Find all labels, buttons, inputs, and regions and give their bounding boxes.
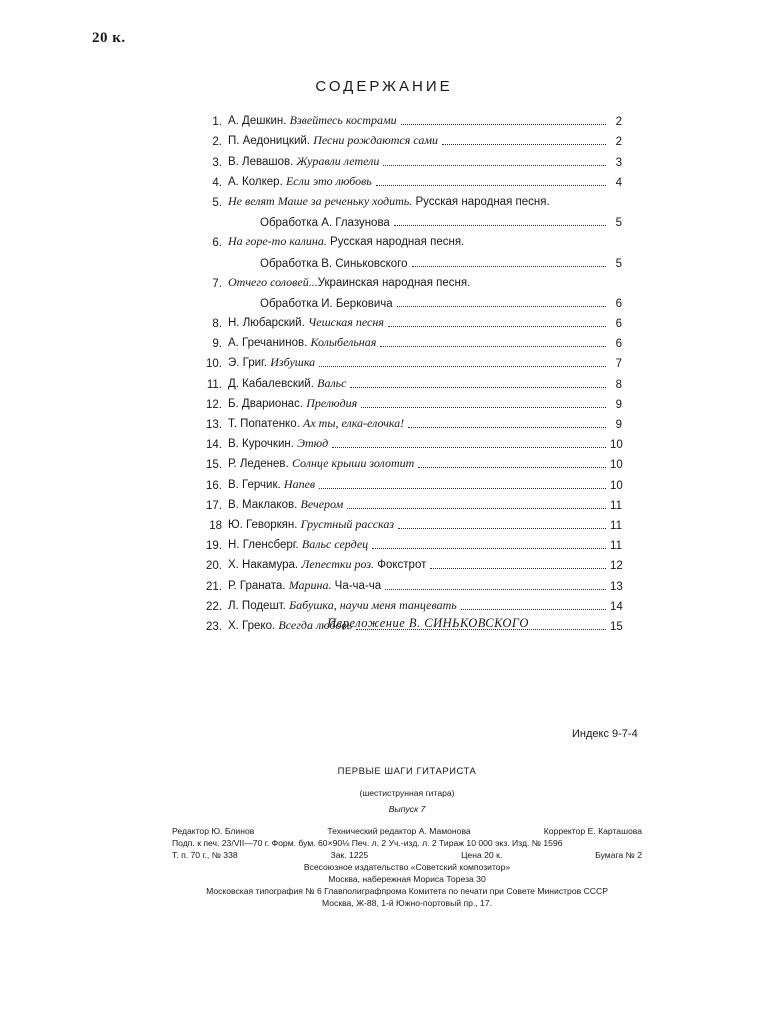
toc-entry-text [228,275,470,290]
toc-entry-text [228,355,315,370]
toc-row [196,492,622,512]
toc-number: 6. [212,237,222,250]
toc-author: Д. Кабалевский. [228,377,318,390]
toc-page-number: 12 [610,560,623,573]
toc-title: Марина. [288,577,332,592]
toc-page-number: 6 [615,338,622,351]
toc-row [196,330,622,350]
toc-page-number: 11 [610,519,622,532]
toc-title: Этюд [297,436,329,451]
toc-title: Журавли летели [296,153,380,168]
dot-leader [347,508,606,509]
dot-leader [418,467,606,468]
toc-number: 15. [206,459,222,472]
arranger-credit: Переложение В. СИНЬКОВСКОГО [327,616,529,630]
toc-entry-text [228,174,372,189]
toc-entry-text [228,456,414,471]
toc-row [196,270,622,290]
catalog-index: Индекс 9-7-4 [572,728,638,740]
toc-row [196,189,622,209]
toc-number: 4. [212,176,222,189]
toc-author: Обработка А. Глазунова [260,217,390,230]
dot-leader [394,225,606,226]
toc-number: 5. [212,196,222,209]
toc-genre: Фокстрот [374,559,427,572]
toc-row [196,593,622,613]
toc-page-number: 10 [610,479,623,492]
toc-page-number: 5 [615,217,622,230]
toc-title: Грустный рассказ [300,516,395,531]
publisher-address: Москва, набережная Мориса Тореза 30 [328,874,486,884]
toc-row [196,310,622,330]
editor: Редактор Ю. Блинов [172,826,255,836]
toc-page-number: 6 [615,297,622,310]
dot-leader [385,589,606,590]
toc-entry-text [228,416,404,431]
toc-number: 1. [212,116,222,129]
toc-page-number: 11 [610,540,622,553]
toc-author: Л. Подешт. [228,599,290,612]
dot-leader [412,266,606,267]
toc-row [196,370,622,390]
toc-row [196,108,622,128]
toc-author: Н. Любарский. [228,317,309,330]
toc-page-number: 5 [615,257,622,270]
toc-number: 19. [206,540,222,553]
printer-name: Московская типография № 6 Главполиграфпрома Комитета по печати при Совете Министров СССР [206,886,608,896]
toc-entry-text [228,436,328,451]
dot-leader [430,568,606,569]
toc-number: 21. [206,580,222,593]
toc-title: Лепестки роз. [301,557,375,572]
toc-number: 18 [209,519,222,532]
toc-author: А. Колкер. [228,175,286,188]
toc-page-number: 6 [615,318,622,331]
toc-entry-text [228,234,464,249]
toc-title: Напев [283,476,316,491]
toc-entry-text [228,557,426,572]
print-plan: Т. п. 70 г., № 338 [172,850,238,860]
toc-genre: Ча-ча-ча [331,579,382,592]
page-title: СОДЕРЖАНИЕ [315,78,453,95]
toc-number: 22. [206,600,222,613]
toc-row [196,148,622,168]
toc-row [196,229,622,249]
toc-number: 12. [206,398,222,411]
toc-author: Б. Дварионас. [228,397,307,410]
dot-leader [398,528,606,529]
toc-author: Обработка И. Берковича [260,297,393,310]
toc-page-number: 13 [610,580,623,593]
toc-entry-text [260,217,390,229]
toc-number: 9. [212,338,222,351]
toc-entry-text [228,497,343,512]
toc-title: Всегда любовь [278,617,353,632]
toc-page-number: 2 [615,136,622,149]
toc-row [196,169,622,189]
publisher-name: Всесоюзное издательство «Советский композитор» [303,862,511,872]
toc-title: Вальс [317,375,347,390]
proofreader: Корректор Е. Карташова [543,826,642,836]
toc-author: Р. Леденев. [228,458,292,471]
toc-entry-text [228,194,550,209]
toc-row [196,572,622,592]
dot-leader [380,346,606,347]
toc-title: Песни рождаются сами [313,133,438,148]
toc-title: Вальс сердец [301,537,369,552]
toc-entry-text [228,113,397,128]
toc-author: Обработка В. Синьковского [260,257,408,270]
price-label: 20 к. [92,30,126,46]
toc-entry-text [228,335,376,350]
print-details: Подп. к печ. 23/VII—70 г. Форм. бум. 60×90⅛ Печ. л. 2 Уч.-изд. л. 2 Тираж 10 000 экз. Изд. № 1596 [172,838,563,848]
toc-number: 3. [212,156,222,169]
toc-author: А. Гречанинов. [228,337,311,350]
toc-number: 17. [206,499,222,512]
toc-author: Х. Греко. [228,619,279,632]
print-order-line [172,849,642,861]
toc-entry-text [228,154,379,169]
toc-title: Бабушка, научи меня танцевать [289,597,457,612]
toc-row [196,128,622,148]
dot-leader [319,488,606,489]
toc-genre: Русская народная песня. [412,195,550,208]
table-of-contents [196,108,622,633]
toc-author: П. Аедоницкий. [228,135,314,148]
toc-page-number: 7 [615,358,622,371]
toc-page-number: 14 [610,600,623,613]
toc-title: Чешская песня [308,315,384,330]
toc-number: 13. [206,419,222,431]
toc-title: На горе-то калина. [228,234,327,249]
toc-number: 11. [206,378,222,391]
dot-leader [361,407,606,408]
toc-row [196,249,622,269]
toc-row [196,552,622,572]
toc-page-number: 9 [615,398,622,411]
toc-page-number: 15 [610,620,623,633]
toc-title: Отчего соловей... [228,274,318,289]
imprint-block [172,766,642,909]
toc-author: Э. Григ. [228,357,271,370]
toc-row [196,512,622,532]
toc-title: Взвейтесь кострами [289,113,397,128]
order-number: Зак. 1225 [330,850,369,860]
toc-entry-text [228,598,457,613]
dot-leader [388,326,606,327]
issue-number: Выпуск 7 [388,804,426,814]
dot-leader [461,609,606,610]
toc-number: 20. [206,560,222,573]
toc-page-number: 2 [615,116,622,129]
toc-row [196,451,622,471]
toc-row [196,391,622,411]
toc-genre: Украинская народная песня. [317,276,471,289]
toc-entry-text [228,578,381,593]
toc-entry-text [228,537,368,552]
instrument-note: (шестиструнная гитара) [359,788,455,798]
dot-leader [319,366,606,367]
toc-entry-text [260,258,408,270]
dot-leader [442,144,606,145]
toc-number: 23. [206,620,222,633]
dot-leader [408,427,606,428]
toc-page-number: 4 [615,176,622,189]
dot-leader [401,124,606,125]
toc-title: Не велят Маше за реченьку ходить. [228,193,413,208]
toc-author: В. Курочкин. [228,438,298,451]
toc-entry-text [228,477,315,492]
toc-row [196,209,622,229]
toc-number: 7. [212,277,222,290]
toc-title: Ах ты, елка-елочка! [303,416,405,430]
dot-leader [350,387,606,388]
toc-title: Прелюдия [306,395,358,410]
toc-number: 8. [212,318,222,331]
toc-author: В. Левашов. [228,155,297,168]
toc-row [196,431,622,451]
price-text: Цена 20 к. [461,850,503,860]
toc-entry-text [228,315,384,330]
toc-author: А. Дешкин. [228,115,290,128]
toc-page-number: 10 [610,439,623,452]
toc-title: Избушка [270,355,316,370]
toc-row [196,471,622,491]
toc-page-number: 11 [610,499,622,512]
toc-row [196,350,622,370]
book-title: ПЕРВЫЕ ШАГИ ГИТАРИСТА [337,766,477,777]
toc-author: В. Маклаков. [228,498,301,511]
dot-leader [383,165,606,166]
toc-page-number: 9 [615,419,622,431]
toc-number: 10. [206,358,222,371]
toc-author: Н. Гленсберг. [228,539,302,552]
toc-author: Т. Попатенко. [228,418,304,430]
printer-address: Москва, Ж-88, 1-й Южно-портовый пр., 17. [321,898,492,908]
toc-number: 14. [206,439,222,452]
toc-row [196,411,622,431]
dot-leader [376,185,606,186]
toc-number: 16. [206,479,222,492]
tech-editor: Технический редактор А. Мамонова [327,826,471,836]
toc-title: Солнце крыши золотит [291,456,415,471]
toc-entry-text [260,298,393,310]
dot-leader [397,306,606,307]
toc-author: Х. Накамура. [228,559,302,572]
editors-line [172,825,642,837]
toc-author: Ю. Геворкян. [228,518,301,531]
toc-title: Вечером [300,496,344,511]
toc-author: В. Герчик. [228,478,284,491]
toc-row [196,290,622,310]
toc-entry-text [228,396,357,411]
toc-page-number: 8 [615,378,622,391]
toc-author: Р. Граната. [228,579,289,592]
toc-page-number: 3 [615,156,622,169]
paper-number: Бумага № 2 [595,850,642,860]
toc-entry-text [228,133,438,148]
toc-row [196,532,622,552]
toc-number: 2. [212,136,222,149]
toc-entry-text [228,517,394,532]
dot-leader [372,548,606,549]
dot-leader [332,447,606,448]
toc-entry-text [228,376,346,391]
toc-title: Если это любовь [285,173,372,188]
toc-page-number: 10 [610,459,623,472]
toc-genre: Русская народная песня. [326,236,465,249]
toc-title: Колыбельная [310,335,377,350]
